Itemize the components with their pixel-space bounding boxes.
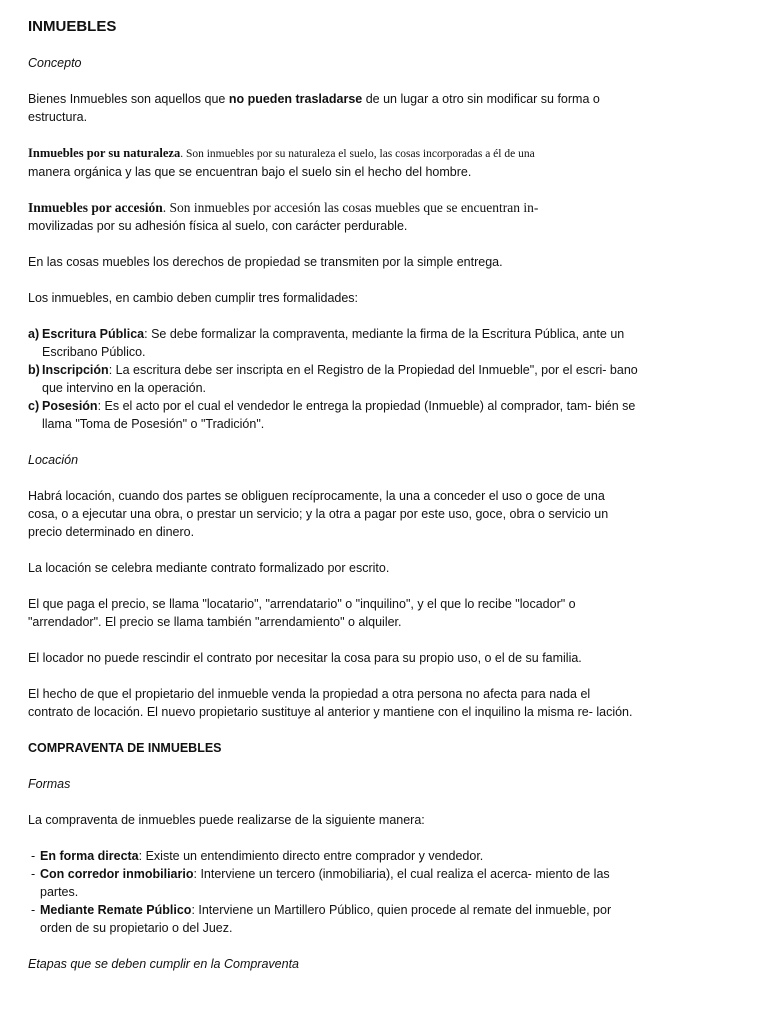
list-term: Escritura Pública bbox=[42, 327, 145, 341]
formalidades-list bbox=[28, 325, 638, 433]
heading-formas: Formas bbox=[28, 777, 71, 791]
paragraph-muebles: En las cosas muebles los derechos de propiedad se transmiten por la simple entrega. bbox=[28, 255, 503, 269]
list-item bbox=[28, 325, 638, 361]
list-item-body bbox=[40, 865, 638, 901]
list-item-body bbox=[42, 325, 638, 361]
heading-concepto: Concepto bbox=[28, 56, 82, 70]
list-text: : Existe un entendimiento directo entre comprador y vendedor. bbox=[138, 849, 484, 863]
list-item bbox=[28, 865, 638, 901]
list-text: : Se debe formalizar la compraventa, mediante la firma de la Escritura Pública, ante un Escribano Público. bbox=[42, 327, 625, 359]
list-marker: - bbox=[31, 903, 36, 917]
heading-locacion: Locación bbox=[28, 453, 79, 467]
list-term: Mediante Remate Público bbox=[40, 903, 192, 917]
list-item bbox=[28, 397, 638, 433]
list-term: Posesión bbox=[42, 399, 98, 413]
list-item-body bbox=[42, 397, 638, 433]
list-text: : Interviene un tercero (inmobiliaria), el cual realiza el acerca- miento de las partes. bbox=[40, 867, 610, 899]
heading-etapas: Etapas que se deben cumplir en la Compraventa bbox=[28, 957, 299, 971]
text-run: . Son inmuebles por su naturaleza el suelo, las cosas incorporadas a él de una bbox=[180, 148, 535, 160]
list-marker: b) bbox=[28, 363, 40, 377]
list-marker: a) bbox=[28, 327, 40, 341]
text-run: Bienes Inmuebles son aquellos que bbox=[28, 92, 229, 106]
text-run: movilizadas por su adhesión física al suelo, con carácter perdurable. bbox=[28, 219, 408, 233]
formas-list bbox=[28, 847, 638, 937]
list-marker: c) bbox=[28, 399, 40, 413]
paragraph-accesion bbox=[28, 199, 638, 235]
list-marker: - bbox=[31, 867, 36, 881]
text-run: manera orgánica y las que se encuentran bajo el suelo sin el hecho del hombre. bbox=[28, 165, 472, 179]
paragraph-locacion-contrato: La locación se celebra mediante contrato formalizado por escrito. bbox=[28, 561, 390, 575]
list-item-body bbox=[40, 901, 638, 937]
list-item bbox=[28, 901, 638, 937]
list-text: : La escritura debe ser inscripta en el Registro de la Propiedad del Inmueble", por el escri- bano que intervino en la operación. bbox=[42, 363, 638, 395]
term-naturaleza: Inmuebles por su naturaleza bbox=[28, 146, 181, 160]
term-accesion: Inmuebles por accesión bbox=[28, 200, 163, 215]
list-item-body bbox=[40, 847, 638, 865]
paragraph-formalidades-intro: Los inmuebles, en cambio deben cumplir tres formalidades: bbox=[28, 291, 359, 305]
bold-run: no pueden trasladarse bbox=[228, 92, 363, 106]
list-term: Inscripción bbox=[42, 363, 109, 377]
paragraph-definicion bbox=[28, 90, 638, 126]
list-item bbox=[28, 361, 638, 397]
paragraph-locacion-partes: El que paga el precio, se llama "locatario", "arrendatario" o "inquilino", y el que lo recibe "locador" o "arrendador". El precio se llama también "arrendamiento" o alquiler. bbox=[28, 597, 576, 629]
list-item-body bbox=[42, 361, 638, 397]
list-term: En forma directa bbox=[40, 849, 139, 863]
paragraph-locacion-rescision: El locador no puede rescindir el contrato por necesitar la cosa para su propio uso, o el de su familia. bbox=[28, 651, 582, 665]
list-marker: - bbox=[31, 849, 36, 863]
list-text: : Es el acto por el cual el vendedor le entrega la propiedad (Inmueble) al comprador, tam- bién se llama "Toma de Posesión" o "Tradición". bbox=[42, 399, 636, 431]
list-text: : Interviene un Martillero Público, quien procede al remate del inmueble, por orden de su propietario o del Juez. bbox=[40, 903, 612, 935]
list-term: Con corredor inmobiliario bbox=[40, 867, 194, 881]
document-title: INMUEBLES bbox=[28, 18, 117, 35]
list-item bbox=[28, 847, 638, 865]
text-run: de un lugar a otro sin modificar su forma o estructura. bbox=[28, 92, 600, 124]
heading-compraventa: COMPRAVENTA DE INMUEBLES bbox=[28, 741, 222, 755]
paragraph-locacion-definicion: Habrá locación, cuando dos partes se obliguen recíprocamente, la una a conceder el uso o goce de una cosa, o a ejecutar una obra, o prestar un servicio; y la otra a pagar por este uso, goce, obra o servicio un precio determinado en dinero. bbox=[28, 489, 609, 539]
document-page bbox=[28, 16, 638, 991]
paragraph-locacion-venta: El hecho de que el propietario del inmueble venda la propiedad a otra persona no afecta para nada el contrato de locación. El nuevo propietario sustituye al anterior y mantiene con el inquilino la misma re- lación. bbox=[28, 687, 633, 719]
text-run: . Son inmuebles por accesión las cosas muebles que se encuentran in- bbox=[162, 200, 539, 215]
paragraph-formas-intro: La compraventa de inmuebles puede realizarse de la siguiente manera: bbox=[28, 813, 425, 827]
paragraph-naturaleza bbox=[28, 144, 638, 181]
